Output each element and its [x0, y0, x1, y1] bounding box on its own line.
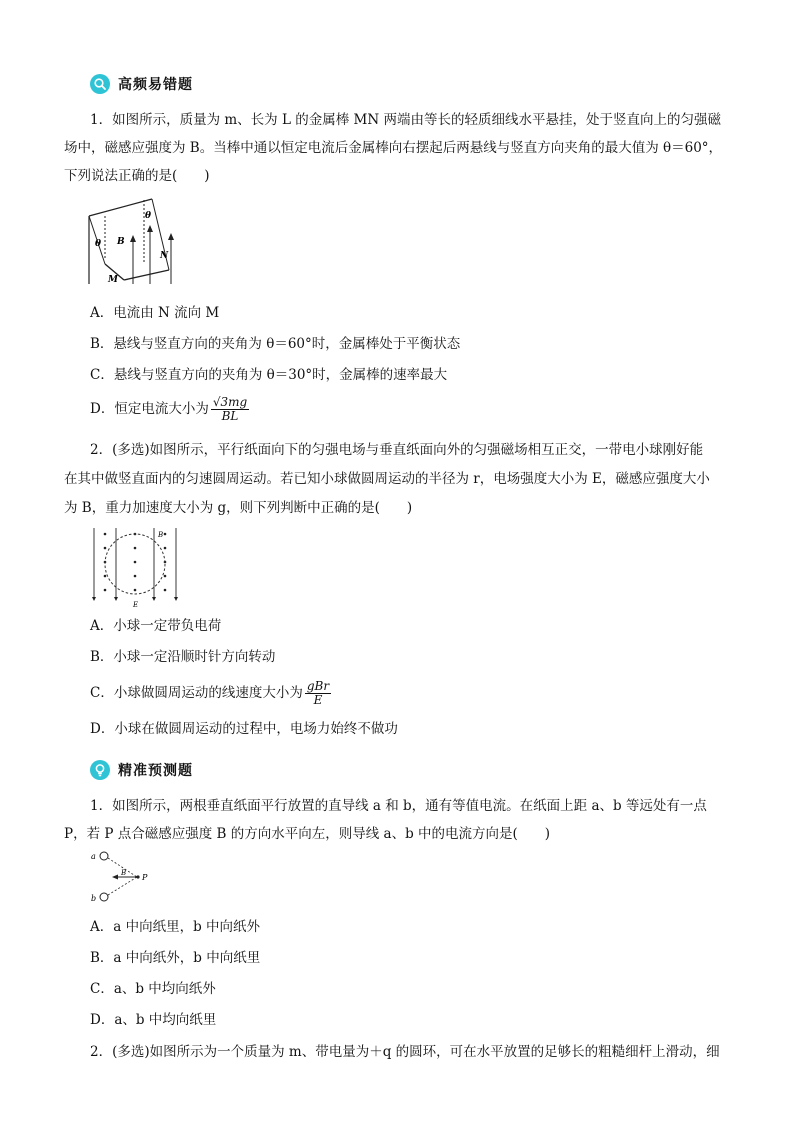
q2-figure-field-diagram — [90, 526, 182, 608]
field-dot — [164, 547, 167, 550]
q1-option-d-fraction — [211, 396, 249, 423]
section-title: 精准预测题 — [118, 763, 193, 779]
field-dot — [134, 561, 137, 564]
lightbulb-icon — [90, 760, 110, 780]
p1-label-P: P — [142, 873, 148, 882]
q1-label-M: M — [108, 275, 118, 285]
p1-option-c: C．a、b 中均向纸外 — [90, 981, 216, 997]
fraction-denominator: BL — [221, 409, 239, 423]
q2-option-b: B．小球一定沿顺时针方向转动 — [90, 649, 276, 665]
q1-stem-line-2: 场中，磁感应强度为 B。当棒中通以恒定电流后金属棒向右摆起后两悬线与竖直方向夹角的最大值为 θ＝60°， — [64, 140, 723, 156]
section-title: 高频易错题 — [118, 77, 193, 93]
q1-option-d-prefix: D．恒定电流大小为 — [90, 401, 209, 417]
field-arrowhead — [114, 597, 118, 601]
field-dot — [104, 533, 107, 536]
q2-option-c-fraction — [305, 680, 331, 707]
q1-option-b: B．悬线与竖直方向的夹角为 θ＝60°时，金属棒处于平衡状态 — [90, 336, 461, 352]
field-dot — [134, 575, 137, 578]
fraction-numerator: gBr — [306, 679, 330, 693]
q2-stem-line-1: 2．(多选)如图所示，平行纸面向下的匀强电场与垂直纸面向外的匀强磁场相互正交，一带电小球刚好能 — [90, 442, 704, 458]
magnifier-icon — [90, 74, 110, 94]
p1-option-b: B．a 中向纸外，b 中向纸里 — [90, 950, 261, 966]
p1-label-b: b — [91, 894, 97, 903]
field-dot — [164, 575, 167, 578]
field-dot — [164, 589, 167, 592]
q1-label-theta-right: θ — [145, 211, 152, 221]
q1-stem-line-3: 下列说法正确的是( ) — [64, 168, 210, 184]
p1-option-a: A．a 中向纸里，b 中向纸外 — [90, 919, 261, 935]
field-arrowhead — [92, 597, 96, 601]
q1-option-d — [90, 396, 249, 423]
p1-stem-line-2: P，若 P 点合磁感应强度 B 的方向水平向左，则导线 a、b 中的电流方向是( ) — [64, 826, 551, 842]
field-dot — [104, 575, 107, 578]
q2-label-B: B — [158, 531, 164, 539]
fraction-denominator: E — [313, 693, 323, 707]
q1-option-c: C．悬线与竖直方向的夹角为 θ＝30°时，金属棒的速率最大 — [90, 367, 448, 383]
q2-label-E: E — [133, 601, 139, 608]
section-header-frequent-errors — [90, 73, 193, 95]
p2-stem-line-1: 2．(多选)如图所示为一个质量为 m、带电量为＋q 的圆环，可在水平放置的足够长的粗糙细杆上滑动，细 — [90, 1044, 720, 1060]
q2-stem-line-2: 在其中做竖直面内的匀速圆周运动。若已知小球做圆周运动的半径为 r，电场强度大小为 E，磁感应强度大小 — [64, 471, 710, 487]
fraction-numerator: √3mg — [212, 395, 248, 409]
field-arrowhead — [174, 597, 178, 601]
q1-label-B: B — [117, 237, 125, 247]
p1-label-a: a — [91, 852, 96, 861]
q1-label-theta-left: θ — [95, 239, 102, 249]
p1-option-d: D．a、b 中均向纸里 — [90, 1012, 217, 1028]
q2-option-c-prefix: C．小球做圆周运动的线速度大小为 — [90, 685, 303, 701]
q1-stem-line-1: 1．如图所示，质量为 m、长为 L 的金属棒 MN 两端由等长的轻质细线水平悬挂，处于竖直向上的匀强磁 — [90, 112, 721, 128]
q2-option-d: D．小球在做圆周运动的过程中，电场力始终不做功 — [90, 721, 398, 737]
q1-figure-metal-rod-diagram — [86, 196, 182, 290]
field-arrowhead — [152, 597, 156, 601]
q2-option-a: A．小球一定带负电荷 — [90, 618, 222, 634]
magnetic-field-dots — [104, 533, 167, 592]
section-header-precise-prediction — [90, 759, 193, 781]
q1-label-N: N — [160, 251, 169, 261]
field-dot — [134, 547, 137, 550]
q1-option-a: A．电流由 N 流向 M — [90, 305, 220, 321]
field-dot — [104, 589, 107, 592]
p1-label-B: B — [121, 869, 127, 877]
p1-figure-wires-diagram — [88, 848, 160, 906]
q2-option-c — [90, 680, 331, 707]
field-dot — [104, 547, 107, 550]
q2-stem-line-3: 为 B，重力加速度大小为 g，则下列判断中正确的是( ) — [64, 500, 413, 516]
field-dot — [134, 589, 137, 592]
field-dot — [164, 533, 167, 536]
p1-stem-line-1: 1．如图所示，两根垂直纸面平行放置的直导线 a 和 b，通有等值电流。在纸面上距 a、b 等远处有一点 — [90, 798, 707, 814]
